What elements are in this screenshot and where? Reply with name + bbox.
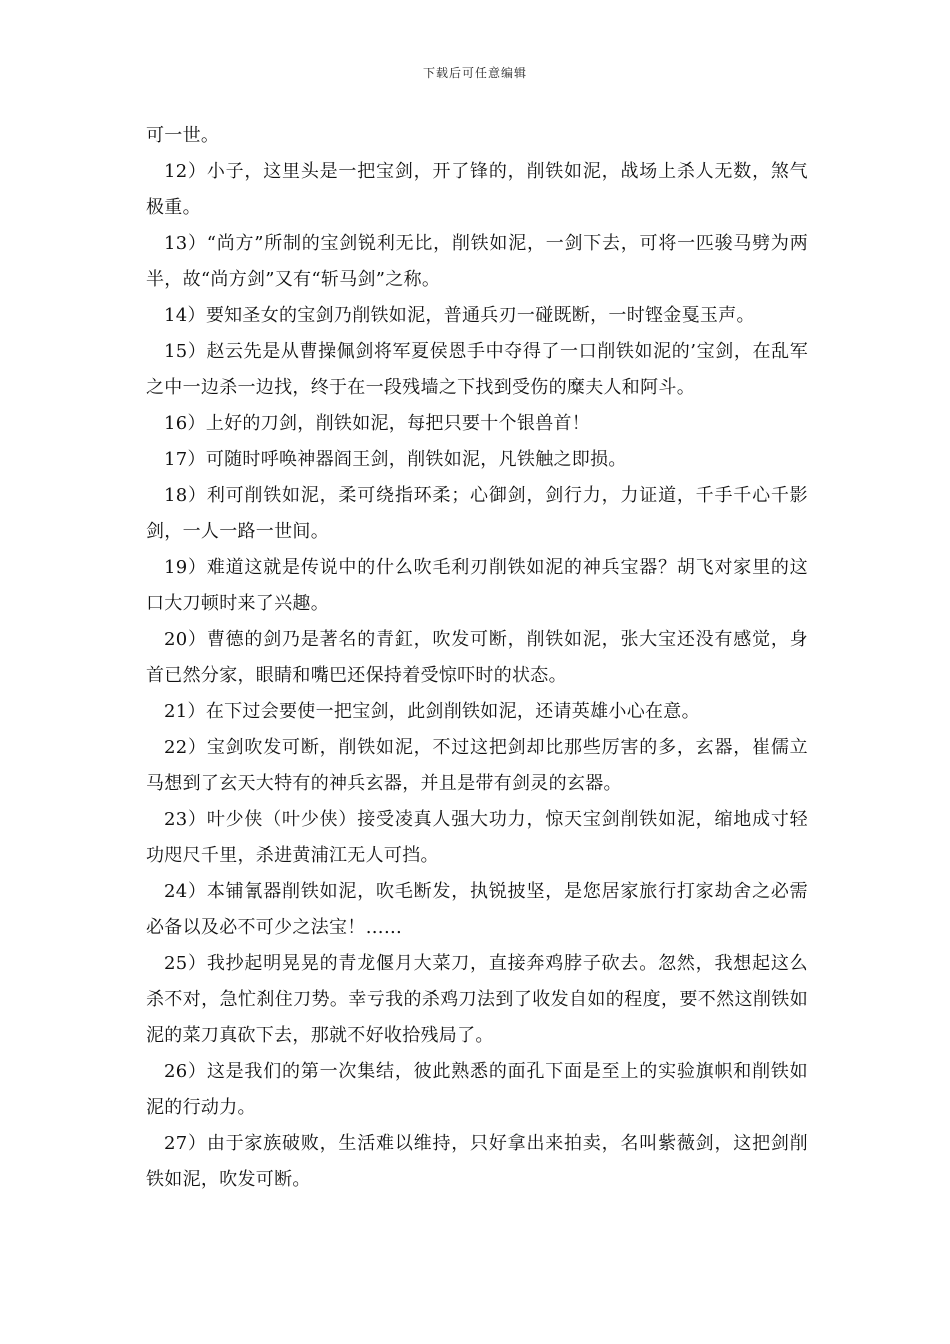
list-item [146,298,808,334]
item-text: 在下过会要使一把宝剑，此剑削铁如泥，还请英雄小心在意。 [205,701,700,722]
item-text: 难道这就是传说中的什么吹毛利刃削铁如泥的神兵宝器？胡飞对家里的这口大刀顿时来了兴趣。 [146,557,808,614]
item-text: 可随时呼唤神器阎王剑，削铁如泥，凡铁触之即损。 [205,449,627,470]
item-number: 23） [164,809,207,830]
item-text: 曹德的剑乃是著名的青釭，吹发可断，削铁如泥，张大宝还没有感觉，身首已然分家，眼睛和嘴巴还保持着受惊吓时的状态。 [146,629,808,686]
item-number: 26） [164,1061,207,1082]
item-text: 宝剑吹发可断，削铁如泥，不过这把剑却比那些厉害的多，玄器，崔儒立马想到了玄天大特有的神兵玄器，并且是带有剑灵的玄器。 [146,737,808,794]
item-text: 利可削铁如泥，柔可绕指环柔；心御剑，剑行力，力证道，千手千心千影剑，一人一路一世间。 [146,485,808,542]
list-item [146,226,808,298]
item-text: 小子，这里头是一把宝剑，开了锋的，削铁如泥，战场上杀人无数，煞气极重。 [146,161,808,218]
item-number: 18） [164,485,207,506]
item-number: 25） [164,953,207,974]
item-text: 上好的刀剑，削铁如泥，每把只要十个银兽首！ [205,413,591,434]
item-number: 20） [164,629,207,650]
list-item [146,406,808,442]
list-item [146,1126,808,1198]
document-body [146,118,808,1198]
item-number: 17） [164,449,206,470]
list-item [146,622,808,694]
item-number: 24） [164,881,207,902]
item-number: 13） [164,233,207,254]
list-item [146,730,808,802]
page-header: 下载后可任意编辑 [422,66,527,80]
list-item [146,802,808,874]
item-number: 16） [164,413,206,434]
list-item [146,334,808,406]
item-number: 12） [164,161,207,182]
item-text: “尚方”所制的宝剑锐利无比，削铁如泥，一剑下去，可将一匹骏马劈为两半，故“尚方剑”又有“斩马剑”之称。 [146,233,808,290]
list-item [146,442,808,478]
item-text: 我抄起明晃晃的青龙偃月大菜刀，直接奔鸡脖子砍去。忽然，我想起这么杀不对，急忙刹住刀势。幸亏我的杀鸡刀法到了收发自如的程度，要不然这削铁如泥的菜刀真砍下去，那就不好收拾残局了。 [146,953,808,1046]
item-number: 19） [164,557,207,578]
item-text: 由于家族破败，生活难以维持，只好拿出来拍卖，名叫紫薇剑，这把剑削铁如泥，吹发可断。 [146,1133,808,1190]
list-item [146,1054,808,1126]
item-number: 27） [164,1133,207,1154]
list-item [146,478,808,550]
item-text: 赵云先是从曹操佩剑将军夏侯恩手中夺得了一口削铁如泥的’宝剑，在乱军之中一边杀一边找，终于在一段残墙之下找到受伤的糜夫人和阿斗。 [146,341,808,398]
item-text: 叶少侠（叶少侠）接受凌真人强大功力，惊天宝剑削铁如泥，缩地成寸轻功咫尺千里，杀进黄浦江无人可挡。 [146,809,808,866]
item-number: 15） [164,341,207,362]
item-text: 要知圣女的宝剑乃削铁如泥，普通兵刃一碰既断，一时铿金戛玉声。 [205,305,755,326]
list-item [146,154,808,226]
item-number: 14） [164,305,206,326]
continuation-text: 可一世。 [146,125,220,146]
item-text: 这是我们的第一次集结，彼此熟悉的面孔下面是至上的实验旗帜和削铁如泥的行动力。 [146,1061,808,1118]
list-item [146,694,808,730]
list-item [146,874,808,946]
list-item [146,946,808,1054]
item-number: 22） [164,737,207,758]
list-item [146,550,808,622]
item-text: 本铺氰器削铁如泥，吹毛断发，执锐披坚，是您居家旅行打家劫舍之必需必备以及必不可少之法宝！…… [146,881,808,938]
item-number: 21） [164,701,206,722]
